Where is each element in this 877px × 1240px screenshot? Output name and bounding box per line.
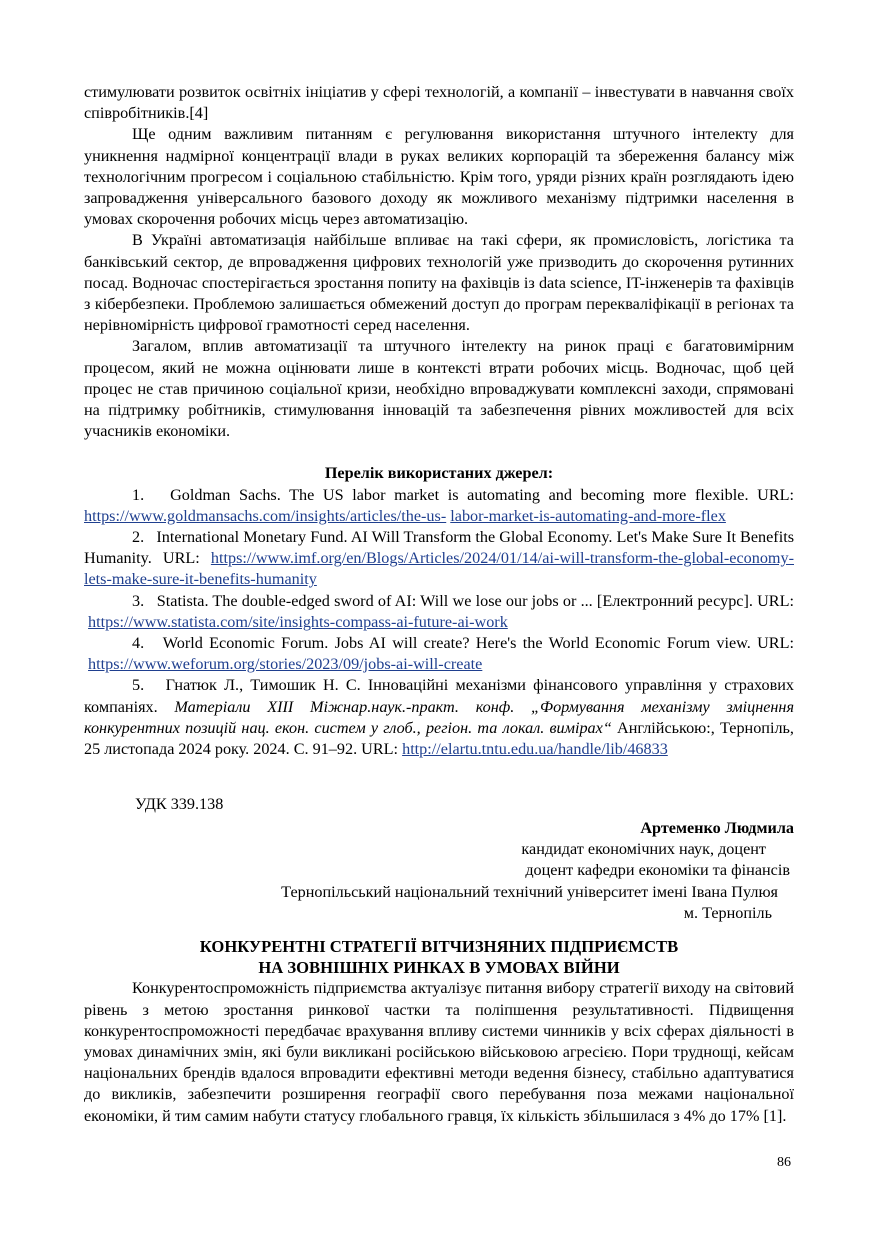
reference-item [84, 675, 794, 760]
udk-code: УДК 339.138 [135, 795, 224, 813]
author-block [84, 818, 794, 924]
reference-number: 3. [132, 591, 145, 610]
author-name: Артеменко Людмила [640, 819, 794, 837]
author-position: доцент кафедри економіки та фінансів [525, 861, 790, 880]
body-paragraph: Загалом, вплив автоматизації та штучного інтелекту на ринок праці є багатовимірним процесом, який не можна оцінювати лише в контексті втрати робочих місць. Водночас, щоб цей процес не став причиною соціальної кризи, необхідно впроваджувати комплексні заходи, спрямовані на підтримку робітників, стимулювання інновацій та забезпечення рівних можливостей для всіх учасників економіки. [84, 337, 794, 441]
reference-item [84, 591, 794, 633]
author-university: Тернопільський національний технічний університет імені Івана Пулюя [281, 882, 778, 901]
reference-item [84, 527, 794, 591]
reference-text-italic: Матеріали ХІІІ Міжнар.наук.-практ. конф. „Формування механізму зміцнення конкурентних позицій нац. екон. систем у глоб., регіон. та локал. вимірах“ [84, 697, 794, 737]
document-body [84, 82, 794, 760]
page-number: 86 [777, 1155, 791, 1170]
reference-text: World Economic Forum. Jobs AI will create? Here's the World Economic Forum view. URL: [162, 634, 794, 653]
reference-number: 2. [132, 528, 145, 547]
reference-text: International Monetary Fund. AI Will Transform the Global Economy. Let's Make Sure It Benefits Humanity. URL: [84, 528, 794, 568]
body-paragraph: стимулювати розвиток освітніх ініціатив у сфері технологій, а компанії – інвестувати в навчання своїх співробітників.[4] [84, 83, 794, 123]
article-paragraph: Конкурентоспроможність підприємства актуалізує питання вибору стратегії виходу на світовий рівень з метою зростання ринкової частки та поліпшення результативності. Підвищення конкурентоспроможності передбачає врахування впливу системи чинників у всіх сферах діяльності в умовах динамічних змін, які були викликані російською військовою агресією. Пори труднощі, кейсам національних брендів вдалося впровадити ефективні методи ведення бізнесу, стабільно адаптуватися до викликів, забезпечити розширення географії свого перебування поза межами національної економіки, й тим самим набути статусу глобального гравця, їх кількість збільшилася з 4% до 17% [1]. [84, 979, 794, 1125]
reference-text-tail: Англійською:, Тернопіль, 25 листопада 2024 року. 2024. С. 91–92. URL: [84, 718, 794, 759]
reference-link[interactable]: lets-make-sure-it-benefits-humanity [84, 570, 317, 589]
reference-number: 4. [132, 634, 145, 653]
article [84, 936, 794, 1127]
reference-text: Гнатюк Л., Тимошик Н. С. Інноваційні механізми фінансового управління у страхових компаніях. [84, 676, 795, 716]
reference-number: 5. [132, 676, 145, 695]
reference-item [84, 633, 794, 675]
reference-link[interactable]: http://elartu.tntu.edu.ua/handle/lib/46833 [402, 740, 668, 759]
reference-link[interactable]: https://www.goldmansachs.com/insights/articles/the-us- [84, 506, 447, 525]
reference-link[interactable]: https://www.weforum.org/stories/2023/09/jobs-ai-will-create [88, 655, 483, 674]
reference-text: Statista. The double-edged sword of AI: Will we lose our jobs or ... [Електронний ресурс]. URL: [156, 591, 794, 610]
reference-link[interactable]: https://www.statista.com/site/insights-compass-ai-future-ai-work [88, 612, 508, 631]
article-title-line2: НА ЗОВНІШНІХ РИНКАХ В УМОВАХ ВІЙНИ [258, 958, 620, 978]
reference-link[interactable]: https://www.imf.org/en/Blogs/Articles/2024/01/14/ai-will-transform-the-global-economy- [210, 549, 794, 568]
reference-text: Goldman Sachs. The US labor market is automating and becoming more flexible. URL: [170, 485, 795, 504]
reference-number: 1. [132, 485, 145, 504]
author-degree: кандидат економічних наук, доцент [521, 840, 766, 859]
references-title: Перелік використаних джерел: [324, 464, 554, 483]
body-paragraph: Ще одним важливим питанням є регулювання використання штучного інтелекту для уникнення надмірної концентрації влади в руках великих корпорацій та збереження балансу між технологічним прогресом і соціальною стабільністю. Крім того, уряди різних країн розглядають ідею запровадження універсального базового доходу як можливого механізму підтримки населення в умовах скорочення робочих місць через автоматизацію. [84, 125, 794, 229]
body-paragraph: В Україні автоматизація найбільше впливає на такі сфери, як промисловість, логістика та банківський сектор, де впровадження цифрових технологій уже призводить до скорочення рутинних посад. Водночас спостерігається зростання попиту на фахівців із data science, IT-інженерів та фахівців з кібербезпеки. Проблемою залишається обмежений доступ до програм перекваліфікації в регіонах та нерівномірність цифрової грамотності серед населення. [84, 231, 794, 335]
reference-link[interactable]: labor-market-is-automating-and-more-flex [450, 506, 726, 525]
reference-item [84, 485, 794, 527]
author-city: м. Тернопіль [683, 903, 772, 922]
article-title-line1: КОНКУРЕНТНІ СТРАТЕГІЇ ВІТЧИЗНЯНИХ ПІДПРИЄМСТВ [199, 937, 679, 956]
